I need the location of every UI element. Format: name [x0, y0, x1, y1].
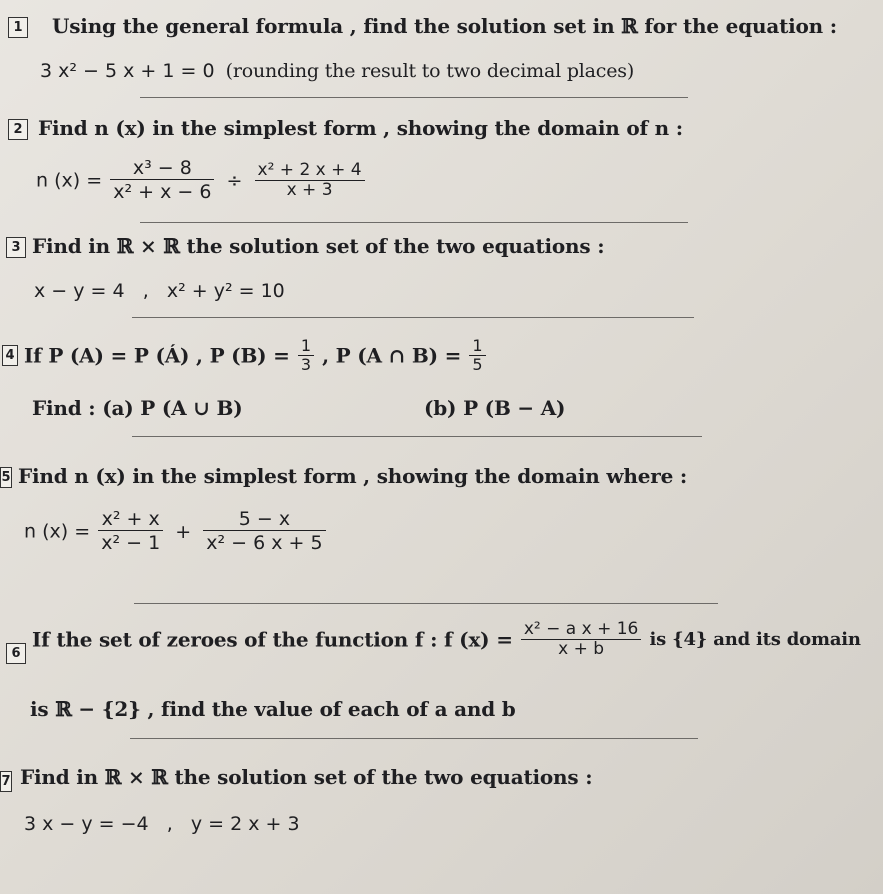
- q2-fraction-1-numerator: x³ − 8: [110, 157, 214, 180]
- q4-pab-denominator: 5: [472, 355, 483, 374]
- q6-fraction-numerator: x² − a x + 16: [521, 620, 642, 640]
- q6-statement: [32, 620, 861, 659]
- question-number-7: 7: [0, 771, 12, 792]
- q2-fraction-1: [110, 157, 214, 204]
- q2-expression: [36, 157, 368, 204]
- question-number-2: 2: [8, 119, 28, 140]
- question-number-1: 1: [8, 17, 28, 38]
- q5-fraction-2: [203, 508, 325, 555]
- q1-prompt: Using the general formula , find the solution set in ℝ for the equation :: [52, 14, 837, 38]
- q1-note: (rounding the result to two decimal places): [225, 60, 635, 82]
- q4-find-a: Find : (a) P (A ∪ B): [32, 396, 243, 420]
- q4-pab-fraction: [469, 337, 485, 374]
- question-number-3: 3: [6, 237, 26, 258]
- answer-line-5: [134, 603, 718, 604]
- question-number-4: 4: [2, 345, 18, 366]
- q4-find-b: (b) P (B − A): [424, 396, 566, 420]
- q4-if-text: If P (A) = P (Á) , P (B) =: [24, 343, 290, 368]
- q5-fraction-1: [98, 508, 163, 555]
- answer-line-2: [140, 222, 688, 223]
- q3-prompt: Find in ℝ × ℝ the solution set of the two equations :: [32, 234, 605, 258]
- q2-prompt: Find n (x) in the simplest form , showing the domain of n :: [38, 116, 683, 140]
- q6-prompt: If the set of zeroes of the function f : f (x) =: [32, 627, 513, 652]
- q5-prompt: Find n (x) in the simplest form , showing the domain where :: [18, 464, 688, 488]
- q1-equation: 3 x² − 5 x + 1 = 0: [40, 60, 215, 82]
- q7-prompt: Find in ℝ × ℝ the solution set of the two equations :: [20, 765, 593, 789]
- q5-fraction-2-denominator: x² − 6 x + 5: [206, 532, 323, 554]
- answer-line-4: [132, 436, 702, 437]
- answer-line-3: [132, 317, 694, 318]
- q4-pb-denominator: 3: [300, 355, 312, 374]
- q5-fraction-1-numerator: x² + x: [98, 508, 163, 531]
- q3-equations: x − y = 4 , x² + y² = 10: [34, 280, 285, 302]
- q6-second-line: is ℝ − {2} , find the value of each of a and b: [30, 697, 516, 721]
- q2-lhs: n (x) =: [36, 169, 103, 192]
- q2-fraction-2-numerator: x² + 2 x + 4: [255, 161, 365, 181]
- question-number-6: 6: [6, 643, 26, 664]
- q2-fraction-2: [255, 161, 365, 200]
- q6-tail: is {4} and its domain: [649, 629, 861, 650]
- q5-fraction-1-denominator: x² − 1: [101, 532, 161, 554]
- q6-fraction-denominator: x + b: [558, 639, 605, 659]
- q2-divide-operator: ÷: [226, 169, 243, 192]
- q4-pb-fraction: [298, 337, 314, 374]
- q5-lhs: n (x) =: [24, 520, 91, 543]
- q4-given: [24, 337, 489, 374]
- q5-plus-operator: +: [175, 520, 192, 543]
- q4-pb-numerator: 1: [298, 337, 314, 356]
- q2-fraction-2-denominator: x + 3: [286, 180, 333, 200]
- q5-fraction-2-numerator: 5 − x: [203, 508, 325, 531]
- q2-fraction-1-denominator: x² + x − 6: [113, 181, 212, 203]
- q1-equation-line: [40, 60, 634, 82]
- q4-mid-text: , P (A ∩ B) =: [322, 343, 462, 368]
- answer-line-1: [140, 97, 688, 98]
- answer-line-6: [130, 738, 698, 739]
- q5-expression: [24, 508, 329, 555]
- q6-fraction: [521, 620, 642, 659]
- question-number-5: 5: [0, 467, 12, 488]
- q4-pab-numerator: 1: [469, 337, 485, 356]
- q7-equations: 3 x − y = −4 , y = 2 x + 3: [24, 813, 300, 835]
